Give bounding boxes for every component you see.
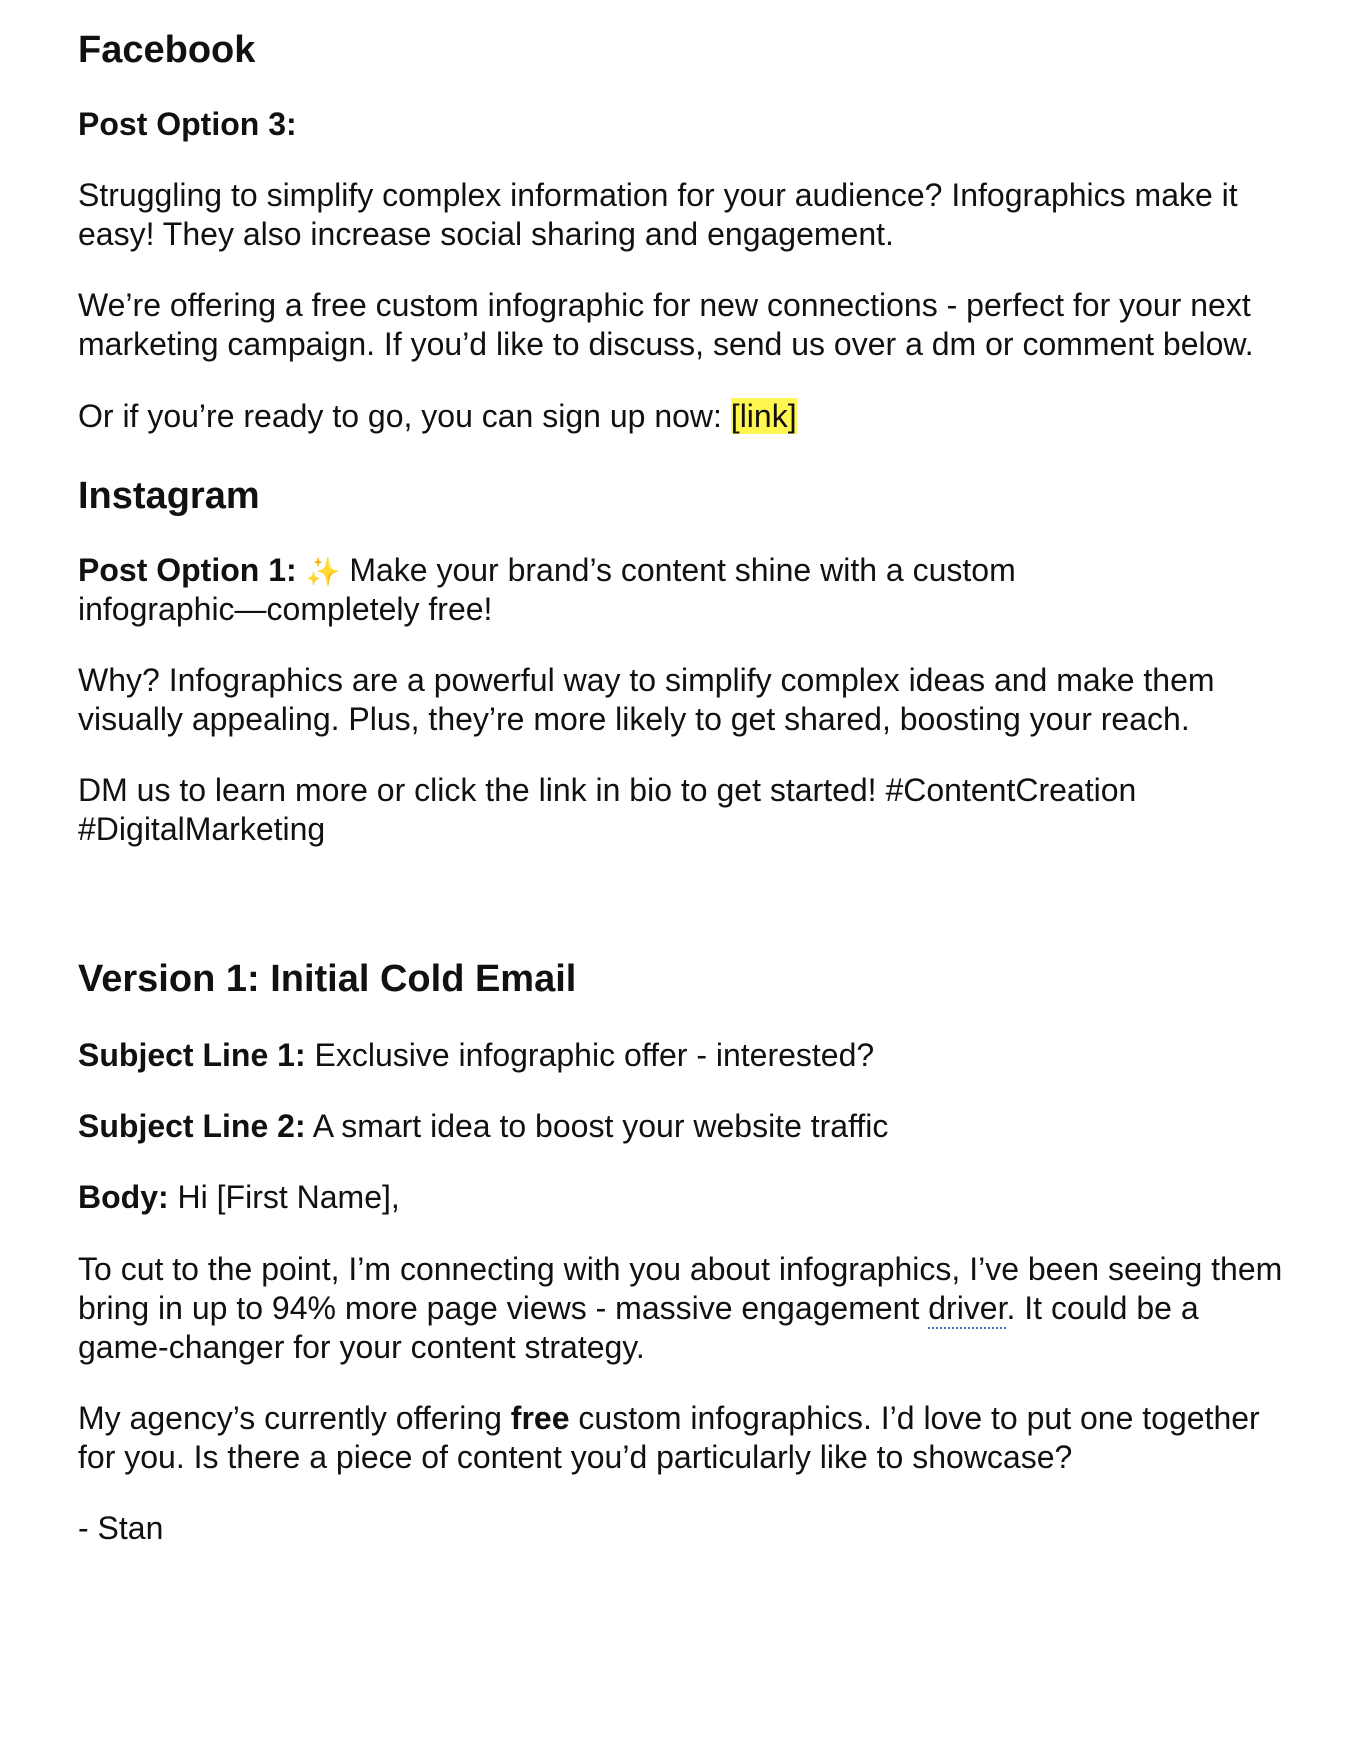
facebook-para3-text: Or if you’re ready to go, you can sign up now: <box>78 398 731 434</box>
subject-line-2-text: A smart idea to boost your website traffic <box>312 1108 889 1144</box>
grammar-flag-word[interactable]: driver <box>928 1290 1006 1329</box>
facebook-para1-line1: Struggling to simplify complex information for your audience? Infographics make it <box>78 177 1238 213</box>
subject-line-1-label: Subject Line 1: <box>78 1037 306 1073</box>
email-signoff: - Stan <box>78 1510 164 1546</box>
email-para2-line1-a: My agency’s currently offering <box>78 1400 511 1436</box>
facebook-para2-line2: marketing campaign. If you’d like to discuss, send us over a dm or comment below. <box>78 326 1254 362</box>
facebook-post-label: Post Option 3: <box>78 106 297 142</box>
subject-line-2 <box>78 1104 888 1148</box>
facebook-para2-line1: We’re offering a free custom infographic for new connections - perfect for your next <box>78 287 1251 323</box>
instagram-para2-line2: #DigitalMarketing <box>78 811 326 847</box>
body-label: Body: <box>78 1179 169 1215</box>
email-para1-line2-b: . It could be a <box>1006 1290 1199 1326</box>
instagram-post-text: Make your brand’s content shine with a custom <box>349 552 1016 588</box>
email-body-greeting <box>78 1175 400 1219</box>
email-para1-line3: game-changer for your content strategy. <box>78 1329 645 1365</box>
email-para1-line1: To cut to the point, I’m connecting with you about infographics, I’ve been seeing them <box>78 1251 1283 1287</box>
instagram-post-label: Post Option 1: <box>78 552 297 588</box>
signup-link-placeholder[interactable]: [link] <box>730 398 797 434</box>
subject-line-1-text: Exclusive infographic offer - interested? <box>314 1037 875 1073</box>
email-para1-line2 <box>78 1286 1199 1330</box>
email-para2-line1 <box>78 1396 1260 1440</box>
instagram-heading: Instagram <box>78 475 260 517</box>
email-heading: Version 1: Initial Cold Email <box>78 958 577 1000</box>
instagram-para1-line1: Why? Infographics are a powerful way to simplify complex ideas and make them <box>78 662 1215 698</box>
email-para2-line1-b: custom infographics. I’d love to put one together <box>569 1400 1260 1436</box>
facebook-heading: Facebook <box>78 29 256 71</box>
email-para1-line2-a: bring in up to 94% more page views - massive engagement <box>78 1290 929 1326</box>
facebook-para3 <box>78 394 797 438</box>
email-para2-line2: for you. Is there a piece of content you’d particularly like to showcase? <box>78 1439 1073 1475</box>
instagram-post-line2: infographic—completely free! <box>78 591 493 627</box>
subject-line-2-label: Subject Line 2: <box>78 1108 306 1144</box>
facebook-para1-line2: easy! They also increase social sharing and engagement. <box>78 216 894 252</box>
instagram-para1-line2: visually appealing. Plus, they’re more likely to get shared, boosting your reach. <box>78 701 1190 737</box>
sparkle-icon: ✨ <box>305 556 341 587</box>
instagram-para2-line1: DM us to learn more or click the link in bio to get started! #ContentCreation <box>78 772 1137 808</box>
greeting-text: Hi [First Name], <box>177 1179 400 1215</box>
subject-line-1 <box>78 1033 874 1077</box>
free-emphasis: free <box>510 1400 570 1436</box>
